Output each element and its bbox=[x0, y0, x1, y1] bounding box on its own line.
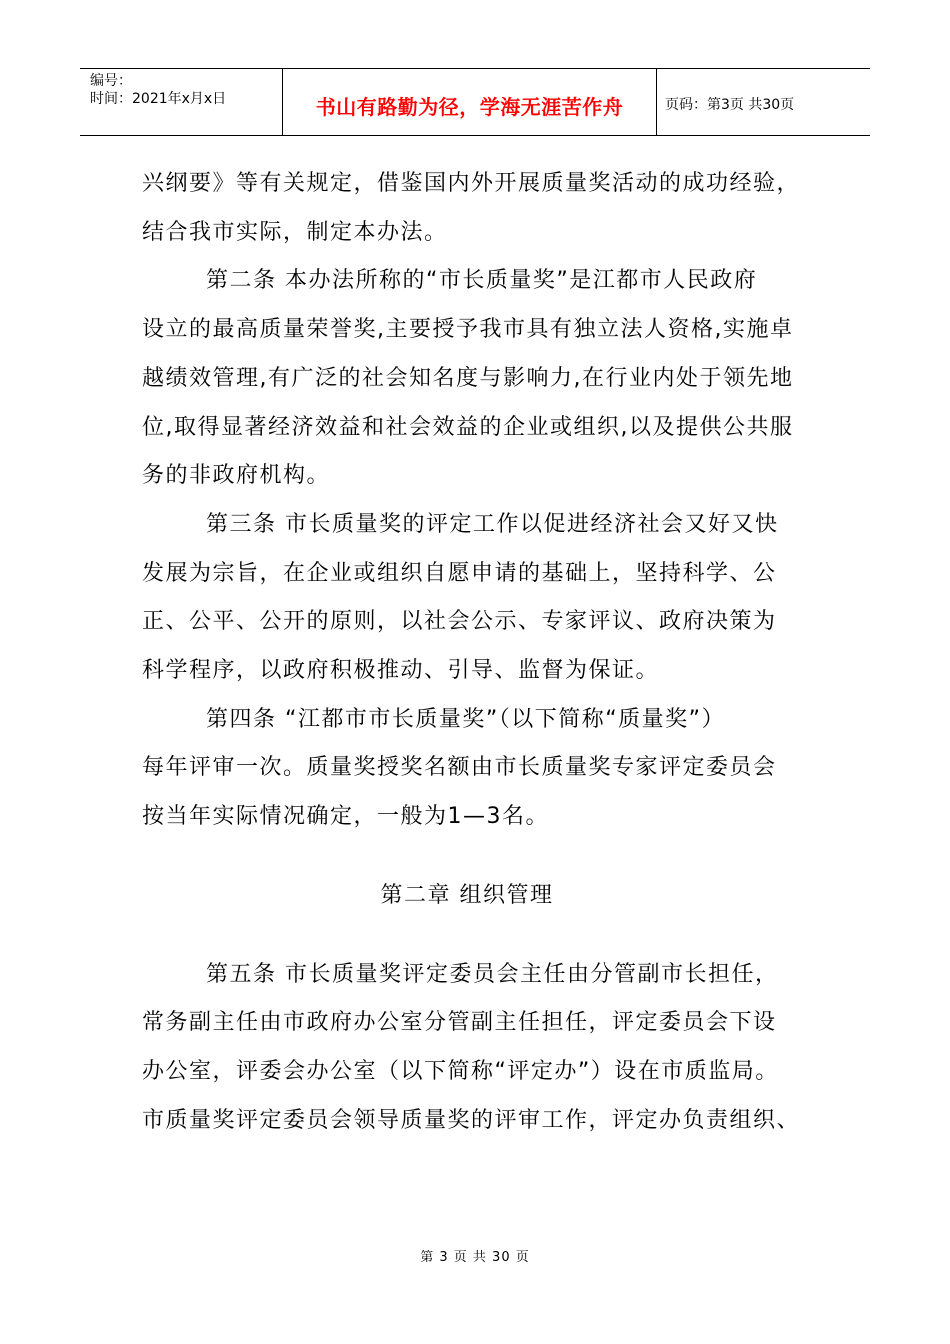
p5-line-4: 市质量奖评定委员会领导质量奖的评审工作，评定办负责组织、 bbox=[142, 1107, 801, 1133]
document-body bbox=[142, 160, 832, 1145]
header-page-label: 页码：第3页 共30页 bbox=[665, 97, 795, 113]
header-motto: 书山有路勤为径，学海无涯苦作舟 bbox=[283, 69, 657, 135]
p2-line-2: 设立的最高质量荣誉奖,主要授予我市具有独立法人资格,实施卓 bbox=[142, 317, 794, 343]
p5-line-1: 第五条 市长质量奖评定委员会主任由分管副市长担任， bbox=[206, 961, 779, 987]
p4-line-3: 按当年实际情况确定，一般为1—3名。 bbox=[142, 804, 549, 830]
p4-line-1: 第四条 “江都市市长质量奖”（以下简称“质量奖”） bbox=[206, 706, 726, 732]
p5-line-3: 办公室，评委会办公室（以下简称“评定办”）设在市质监局。 bbox=[142, 1058, 779, 1084]
header-meta bbox=[80, 69, 283, 135]
p5-line-2: 常务副主任由市政府办公室分管副主任担任，评定委员会下设 bbox=[142, 1010, 777, 1036]
header-number-label: 编号： bbox=[90, 73, 132, 89]
p3-line-4: 科学程序，以政府积极推动、引导、监督为保证。 bbox=[142, 658, 660, 684]
p2-line-3: 越绩效管理,有广泛的社会知名度与影响力,在行业内处于领先地 bbox=[142, 365, 794, 391]
chapter-title: 第二章 组织管理 bbox=[380, 882, 554, 908]
header-time-label: 时间：2021年x月x日 bbox=[90, 91, 227, 107]
p2-line-1: 第二条 本办法所称的“市长质量奖”是江都市人民政府 bbox=[206, 268, 758, 294]
p4-line-2: 每年评审一次。质量奖授奖名额由市长质量奖专家评定委员会 bbox=[142, 755, 777, 781]
p2-line-4: 位,取得显著经济效益和社会效益的企业或组织,以及提供公共服 bbox=[142, 414, 794, 440]
p3-line-3: 正、公平、公开的原则，以社会公示、专家评议、政府决策为 bbox=[142, 609, 777, 635]
p1-line-1: 兴纲要》等有关规定，借鉴国内外开展质量奖活动的成功经验， bbox=[142, 171, 801, 196]
p3-line-1: 第三条 市长质量奖的评定工作以促进经济社会又好又快 bbox=[206, 511, 779, 537]
p3-line-2: 发展为宗旨，在企业或组织自愿申请的基础上，坚持科学、公 bbox=[142, 560, 777, 586]
page-footer: 第 3 页 共 30 页 bbox=[420, 1250, 530, 1265]
page-header bbox=[80, 68, 870, 136]
p1-line-2: 结合我市实际，制定本办法。 bbox=[142, 219, 448, 245]
p2-line-5: 务的非政府机构。 bbox=[142, 463, 331, 489]
